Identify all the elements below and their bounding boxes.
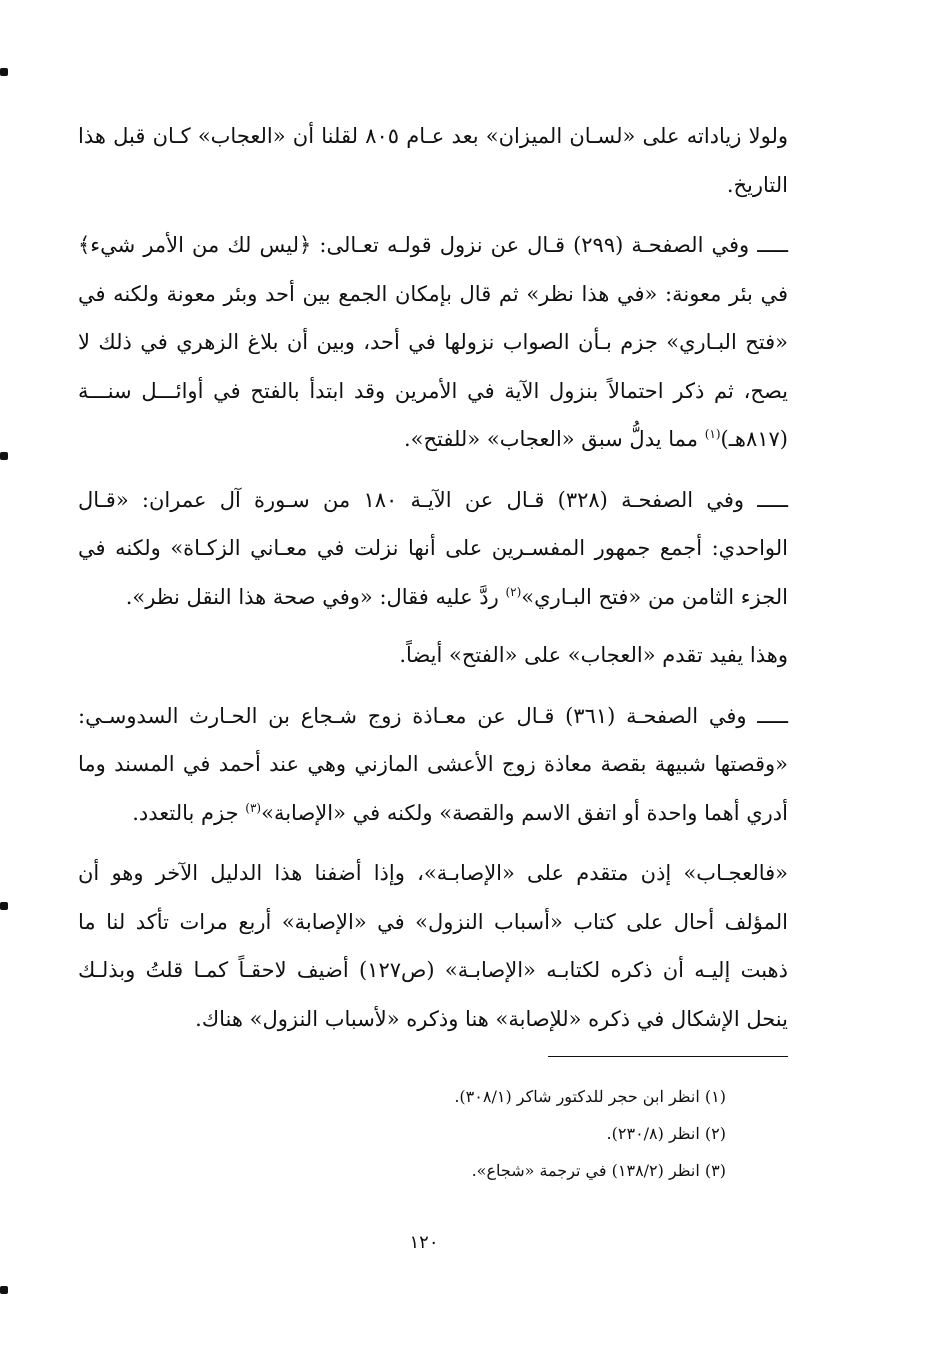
scan-edge-mark [0, 902, 8, 910]
footnotes [78, 1078, 726, 1189]
footnote-3: (٣) انظر (١٣٨/٢) في ترجمة «شجاع». [471, 1161, 726, 1180]
footnote-ref-1: (١) [704, 427, 721, 441]
page-number: ١٢٠ [409, 1232, 439, 1253]
footnote-ref-3: (٣) [245, 800, 262, 815]
paragraph-6: «فالعجـاب» إذن متقدم على «الإصابـة»، وإذا أضفنا هذا الدليل الآخر وهو أن المؤلف أحال على كتاب «أسباب النزول» في «الإصابة» أربع مرات تأكد لنا ما ذهبت إليـه أن ذكره لكتابـه «الإصابـة» (ص١٢٧) أضيف لاحقـاً كمـا قلتُ وبذلـك ينحل الإشكال في ذكره «للإصابة» هنا وذكره «لأسباب النزول» هناك. [78, 861, 788, 1031]
footnote-1: (١) انظر ابن حجر للدكتور شاكر (٣٠٨/١). [454, 1087, 726, 1106]
paragraph-5: ـــــ وفي الصفحـة (٣٦١) قـال عن معـاذة زوج شـجاع بن الحـارث السدوسـي: «وقصتها شبيهة بقصة معاذة زوج الأعشى المازني وهي عند أحمد في المسند وما أدري أهما واحدة أو اتفق الاسم والقصة» ولكنه في «الإصابة»$^{(٣)}$ جزم بالتعدد. [78, 703, 788, 825]
paragraph-3: ـــــ وفي الصفحـة (٣٢٨) قـال عن الآيـة ١٨٠ من سـورة آل عمران: «قـال الواحدي: أجمع جمهور المفسـرين على أنها نزلت في معـاني الزكـاة» ولكنه في الجزء الثامن من «فتح البـاري»$^{(٢)}$ ردَّ عليه فقال: «وفي صحة هذا النقل نظر». [78, 487, 789, 609]
scan-edge-mark [0, 452, 8, 460]
footnote-ref-2: (٢) [505, 584, 522, 599]
scan-edge-mark [0, 68, 8, 76]
footnote-2: (٢) انظر (٢٣٠/٨). [606, 1124, 726, 1143]
footnote-divider [548, 1056, 788, 1057]
paragraph-1: ولولا زياداته على «لسـان الميزان» بعد عـام ٨٠٥ لقلنا أن «العجاب» كـان قبل هذا التاريخ. [78, 124, 788, 197]
paragraph-4: وهذا يفيد تقدم «العجاب» على «الفتح» أيضاً. [399, 643, 788, 667]
paragraph-2: ـــــ وفي الصفحـة (٢٩٩) قـال عن نزول قولـه تعـالى: ﴿ليس لك من الأمر شيء﴾ في بئر معونة: «في هذا نظر» ثم قال بإمكان الجمع بين أحد وبئر معونة ولكنه في «فتح البـاري» جزم بـأن الصواب نزولها في أحد، وبين أن بلاغ الزهري في ذلك لا يصح، ثم ذكر احتمالاً بنزول الآية في الأمرين وقد ابتدأ بالفتح في أوائـــل سنـــة (٨١٧هـ)$^{(١)}$ مما يدلُّ سبق «العجاب» «للفتح». [78, 233, 788, 451]
scan-edge-mark [0, 1286, 8, 1294]
page-body [78, 112, 788, 1043]
